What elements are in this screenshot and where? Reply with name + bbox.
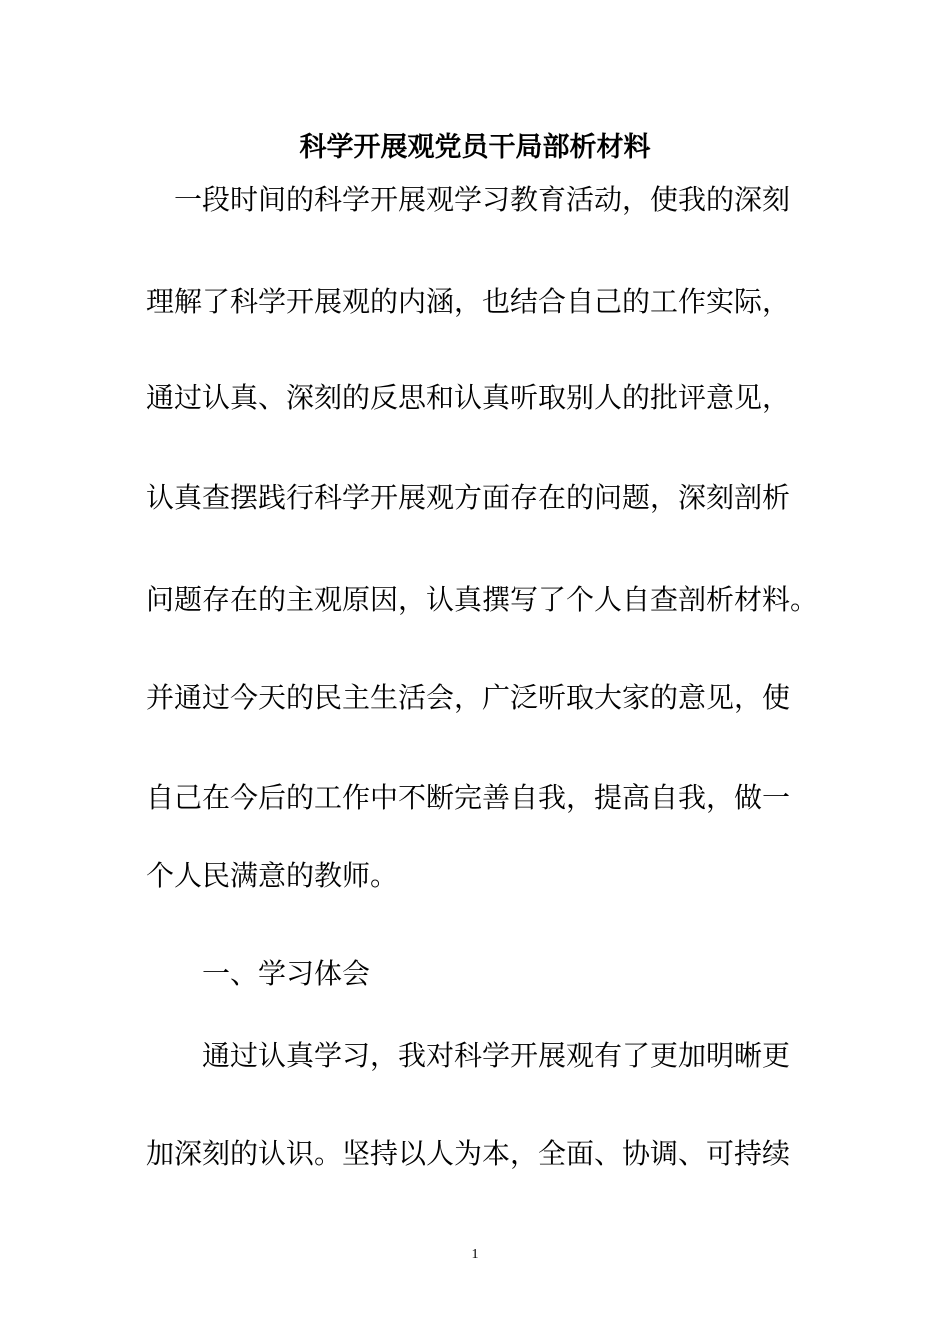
paragraph-line-5: 问题存在的主观原因，认真撰写了个人自查剖析材料。 <box>146 583 819 616</box>
paragraph-line-8: 个人民满意的教师。 <box>146 859 399 892</box>
page-number: 1 <box>471 1247 479 1262</box>
section-heading: 一、学习体会 <box>202 957 371 990</box>
paragraph-line-2: 理解了科学开展观的内涵，也结合自己的工作实际， <box>146 285 791 318</box>
paragraph-line-11: 加深刻的认识。坚持以人为本，全面、协调、可持续 <box>146 1137 791 1170</box>
paragraph-line-3: 通过认真、深刻的反思和认真听取别人的批评意见， <box>146 381 791 414</box>
paragraph-line-6: 并通过今天的民主生活会，广泛听取大家的意见，使 <box>146 681 791 714</box>
paragraph-line-1: 一段时间的科学开展观学习教育活动，使我的深刻 <box>174 183 791 216</box>
document-title: 科学开展观党员干局部析材料 <box>299 132 651 163</box>
paragraph-line-10: 通过认真学习，我对科学开展观有了更加明晰更 <box>202 1039 791 1072</box>
paragraph-line-7: 自己在今后的工作中不断完善自我，提高自我，做一 <box>146 781 791 814</box>
paragraph-line-4: 认真查摆践行科学开展观方面存在的问题，深刻剖析 <box>146 481 791 514</box>
